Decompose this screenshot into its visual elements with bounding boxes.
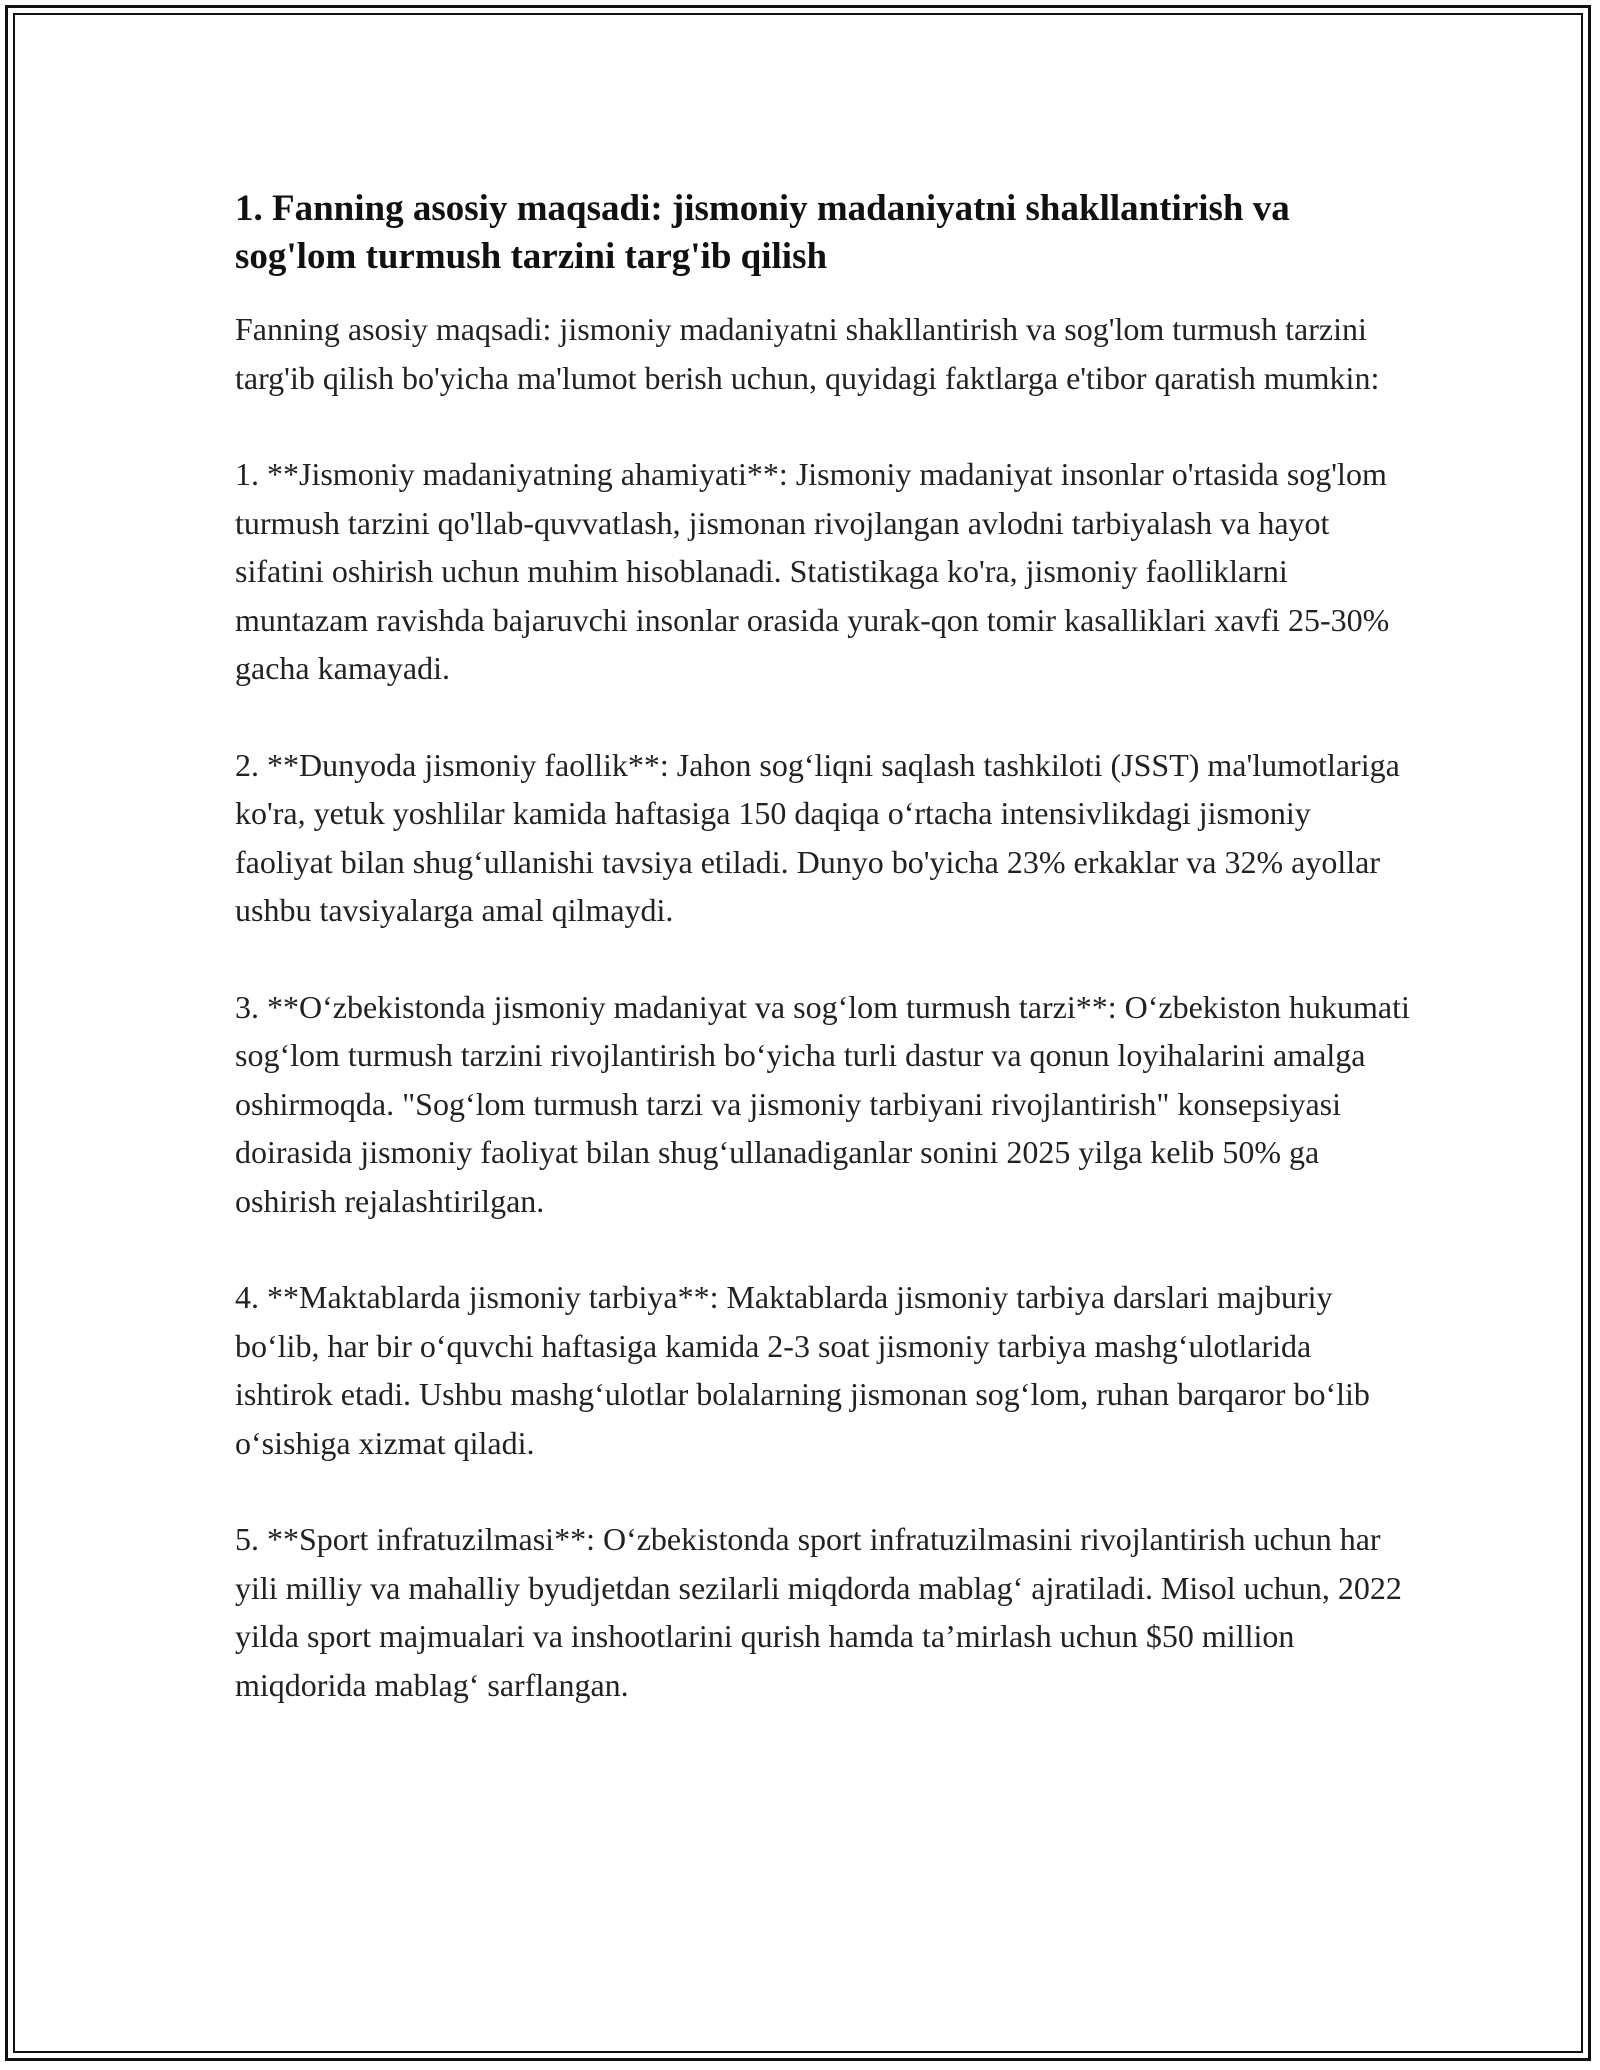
point-paragraph-1: 1. **Jismoniy madaniyatning ahamiyati**: Jismoniy madaniyat insonlar o'rtasida sog'lom turmush tarzini qo'llab-quvvatlash, jismonan rivojlangan avlodni tarbiyalash va hayot sifatini oshirish uchun muhim hisoblanadi. Statistikaga ko'ra, jismoniy faolliklarni muntazam ravishda bajaruvchi insonlar orasida yurak-qon tomir kasalliklari xavfi 25-30% gacha kamayadi. [235,456,1390,686]
point-paragraph-4: 4. **Maktablarda jismoniy tarbiya**: Maktablarda jismoniy tarbiya darslari majburiy bo‘lib, har bir o‘quvchi haftasiga kamida 2-3 soat jismoniy tarbiya mashg‘ulotlarida ishtirok etadi. Ushbu mashg‘ulotlar bolalarning jismonan sog‘lom, ruhan barqaror bo‘lib o‘sishiga xizmat qiladi. [235,1279,1370,1461]
point-paragraph-2: 2. **Dunyoda jismoniy faollik**: Jahon sog‘liqni saqlash tashkiloti (JSST) ma'lumotlariga ko'ra, yetuk yoshlilar kamida haftasiga 150 daqiqa o‘rtacha intensivlikdagi jismoniy faoliyat bilan shug‘ullanishi tavsiya etiladi. Dunyo bo'yicha 23% erkaklar va 32% ayollar ushbu tavsiyalarga amal qilmaydi. [235,746,1400,928]
document-title: 1. Fanning asosiy maqsadi: jismoniy madaniyatni shakllantirish va sog'lom turmush tarzini targ'ib qilish [235,188,1290,277]
document-body [235,185,1415,1709]
point-paragraph-5: 5. **Sport infratuzilmasi**: O‘zbekistonda sport infratuzilmasini rivojlantirish uchun har yili milliy va mahalliy byudjetdan sezilarli miqdorda mablag‘ ajratiladi. Misol uchun, 2022 yilda sport majmualari va inshootlarini qurish hamda ta’mirlash uchun $50 million miqdorida mablag‘ sarflangan. [235,1521,1402,1703]
point-paragraph-3: 3. **O‘zbekistonda jismoniy madaniyat va sog‘lom turmush tarzi**: O‘zbekiston hukumati sog‘lom turmush tarzini rivojlantirish bo‘yicha turli dastur va qonun loyihalarini amalga oshirmoqda. "Sog‘lom turmush tarzi va jismoniy tarbiyani rivojlantirish" konsepsiyasi doirasida jismoniy faoliyat bilan shug‘ullanadiganlar sonini 2025 yilga kelib 50% ga oshirish rejalashtirilgan. [235,988,1410,1219]
intro-paragraph: Fanning asosiy maqsadi: jismoniy madaniyatni shakllantirish va sog'lom turmush tarzini targ'ib qilish bo'yicha ma'lumot berish uchun, quyidagi faktlarga e'tibor qaratish mumkin: [235,311,1380,396]
